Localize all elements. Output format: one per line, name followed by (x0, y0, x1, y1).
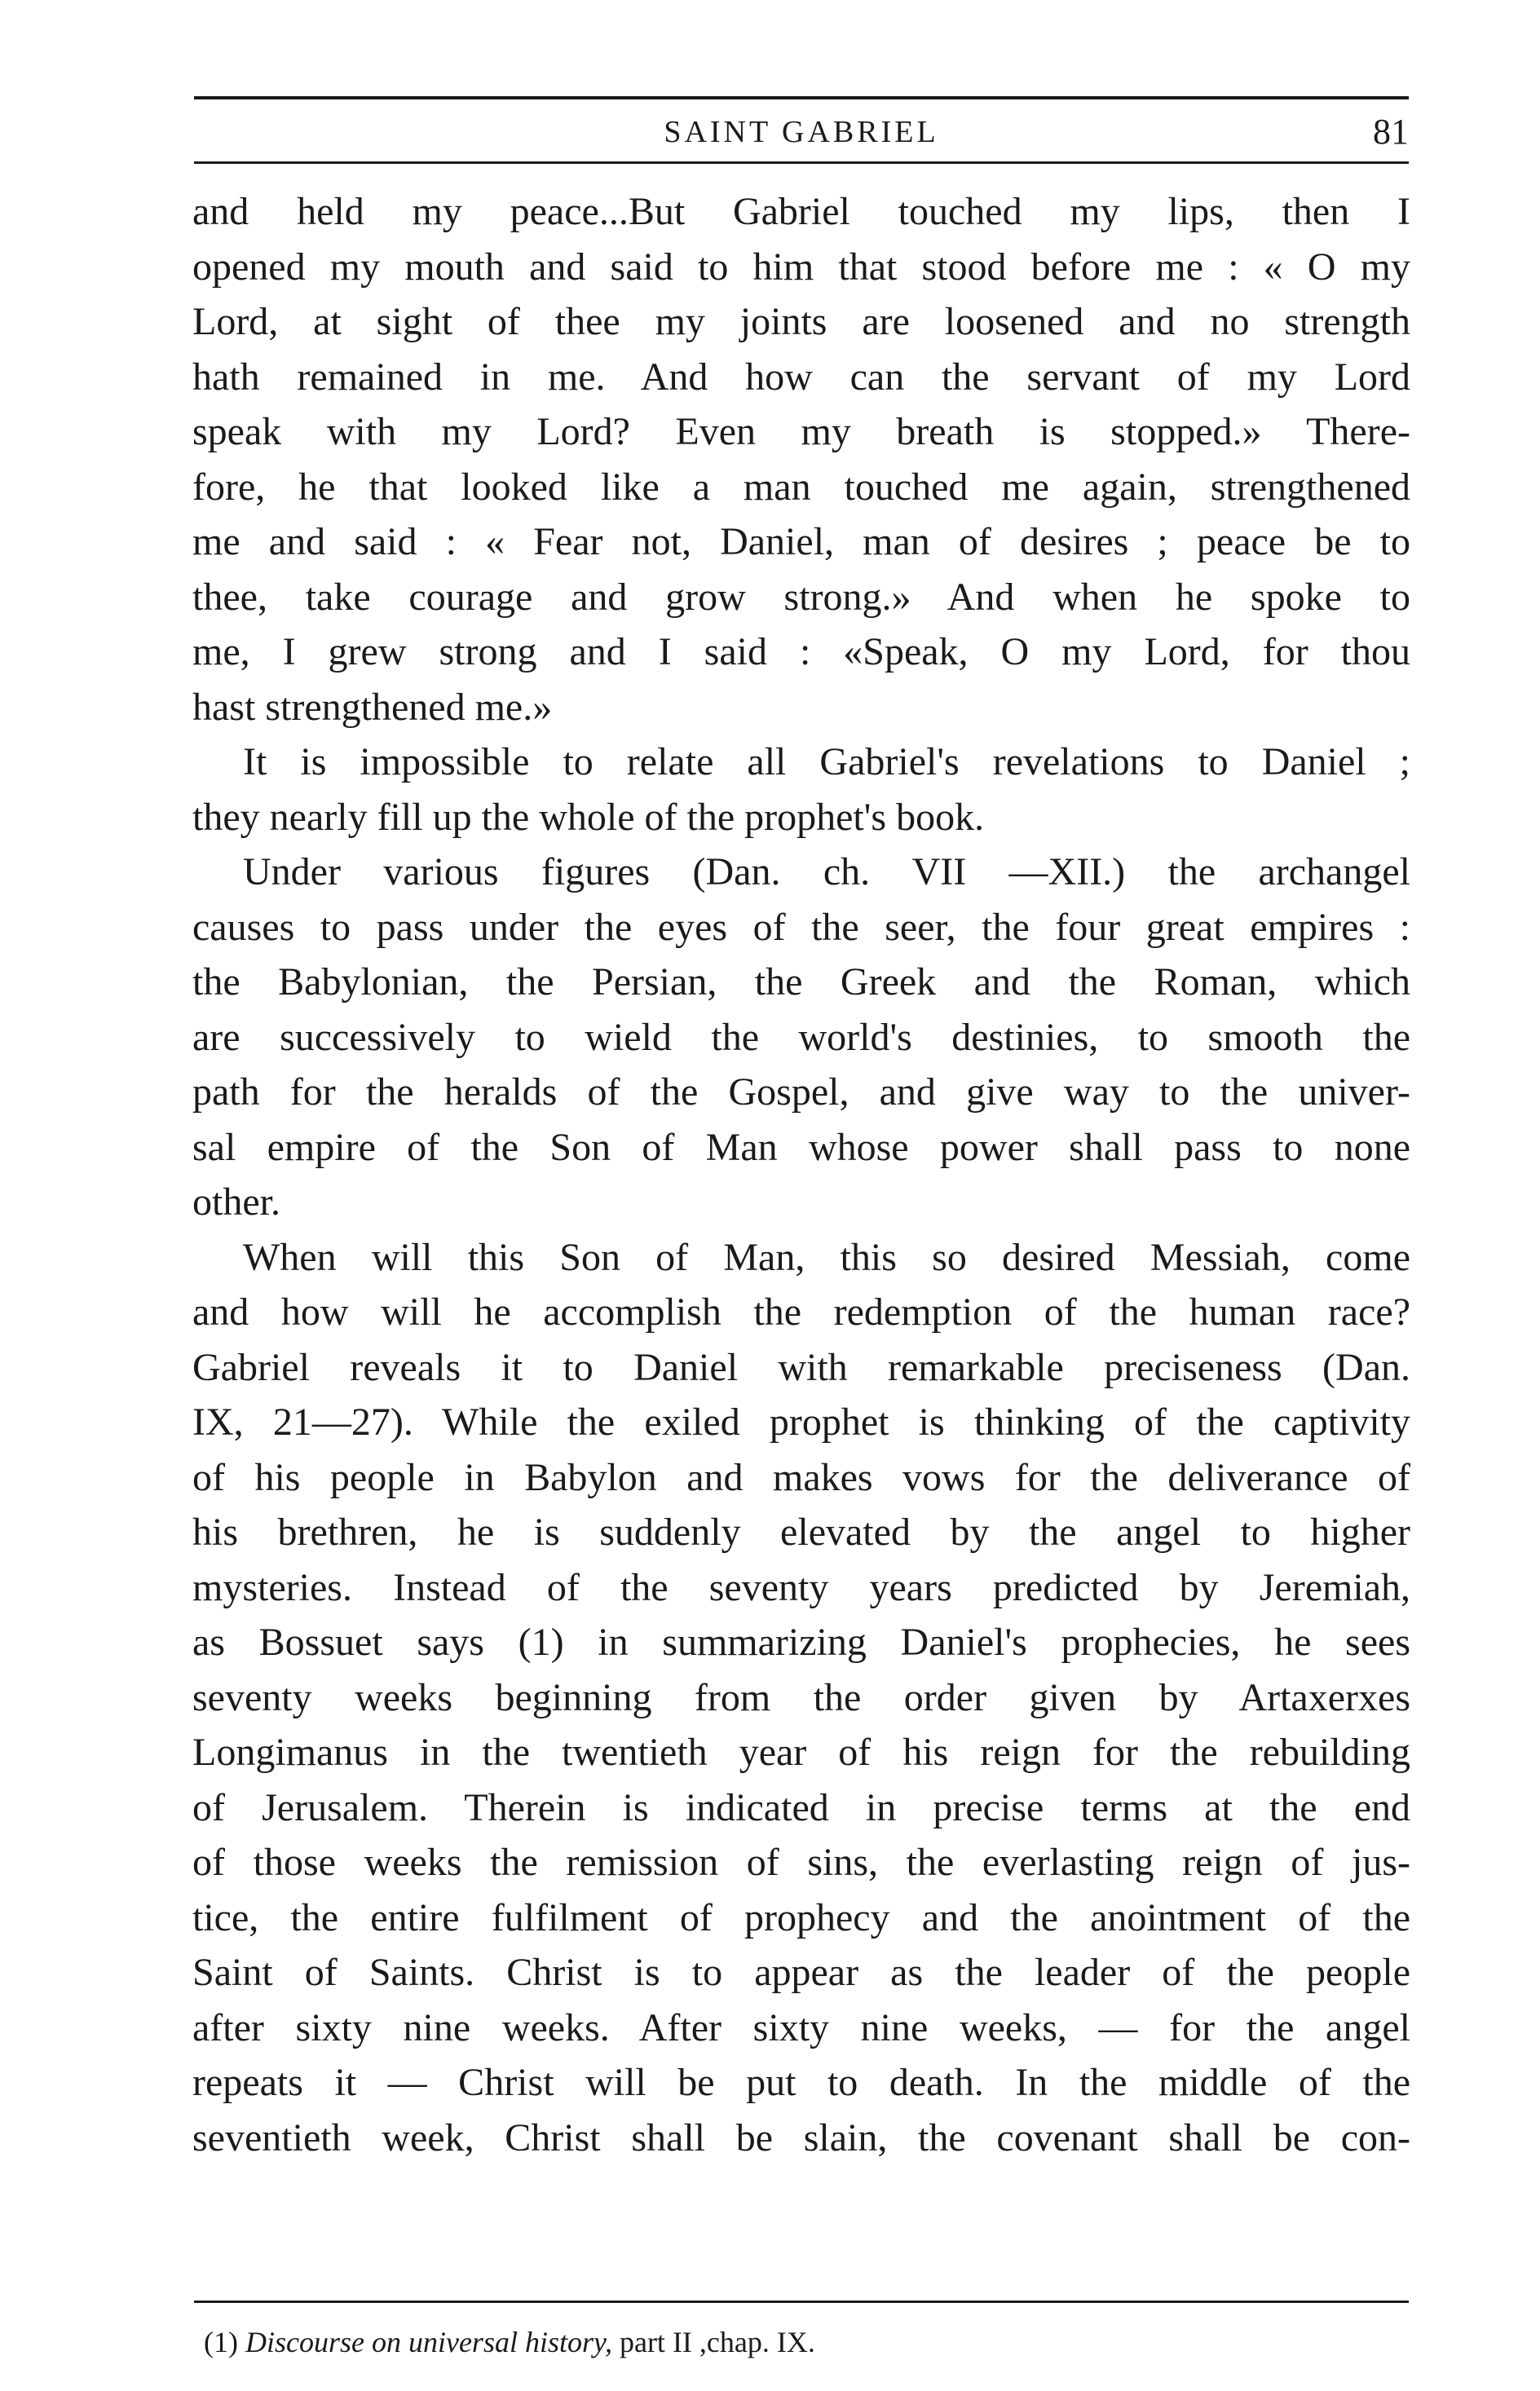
text-line: It is impossible to relate all Gabriel's revelations to Daniel ; (243, 740, 1410, 783)
text-line: IX, 21—27). While the exiled prophet is thinking of the captivity (192, 1401, 1410, 1444)
text-line: Gabriel reveals it to Daniel with remarkable preciseness (Dan. (192, 1345, 1410, 1389)
footnote-reference: part II ,chap. IX. (619, 2326, 815, 2358)
body-text (192, 184, 1410, 2165)
text-line: after sixty nine weeks. After sixty nine weeks, — for the angel (192, 2005, 1410, 2049)
text-line: mysteries. Instead of the seventy years predicted by Jeremiah, (192, 1565, 1410, 1609)
text-line: other. (192, 1180, 280, 1224)
text-line: path for the heralds of the Gospel, and give way to the univer- (192, 1070, 1410, 1114)
text-line: fore, he that looked like a man touched me again, strengthened (192, 465, 1410, 509)
text-line: speak with my Lord? Even my breath is stopped.» There- (192, 410, 1410, 453)
text-line: opened my mouth and said to him that stood before me : « O my (192, 245, 1410, 289)
text-line: of those weeks the remission of sins, the everlasting reign of jus- (192, 1841, 1410, 1884)
text-line: When will this Son of Man, this so desired Messiah, come (243, 1235, 1410, 1279)
text-line: they nearly fill up the whole of the prophet's book. (192, 795, 985, 839)
running-head (194, 109, 1409, 155)
text-line: Saint of Saints. Christ is to appear as the leader of the people (192, 1951, 1410, 1994)
text-line: me and said : « Fear not, Daniel, man of desires ; peace be to (192, 520, 1410, 563)
text-line: sal empire of the Son of Man whose power shall pass to none (192, 1125, 1410, 1169)
text-line: and how will he accomplish the redemption of the human race? (192, 1290, 1410, 1334)
text-line: and held my peace...But Gabriel touched my lips, then I (192, 190, 1410, 233)
footnote-marker: (1) (204, 2326, 238, 2358)
page-number: 81 (1373, 112, 1409, 152)
footnote-title: Discourse on universal history, (245, 2326, 612, 2358)
text-line: of his people in Babylon and makes vows for the deliverance of (192, 1455, 1410, 1499)
text-line: me, I grew strong and I said : «Speak, O my Lord, for thou (192, 630, 1410, 673)
text-line: the Babylonian, the Persian, the Greek and the Roman, which (192, 960, 1410, 1004)
text-line: of Jerusalem. Therein is indicated in precise terms at the end (192, 1785, 1410, 1829)
text-line: tice, the entire fulfilment of prophecy and the anointment of the (192, 1895, 1410, 1939)
text-line: as Bossuet says (1) in summarizing Daniel's prophecies, he sees (192, 1621, 1410, 1664)
header-rule-top (194, 96, 1409, 99)
text-line: Under various figures (Dan. ch. VII —XII.) the archangel (243, 850, 1410, 893)
text-line: repeats it — Christ will be put to death. In the middle of the (192, 2061, 1410, 2104)
header-rule-bottom (194, 161, 1409, 164)
text-line: are successively to wield the world's destinies, to smooth the (192, 1015, 1410, 1059)
text-line: his brethren, he is suddenly elevated by the angel to higher (192, 1511, 1410, 1554)
text-line: thee, take courage and grow strong.» And when he spoke to (192, 575, 1410, 619)
text-line: causes to pass under the eyes of the seer, the four great empires : (192, 905, 1410, 949)
running-title: SAINT GABRIEL (664, 115, 939, 149)
text-line: Lord, at sight of thee my joints are loosened and no strength (192, 300, 1410, 343)
text-line: hast strengthened me.» (192, 685, 553, 729)
footnote (204, 2322, 1264, 2362)
text-line: hath remained in me. And how can the servant of my Lord (192, 355, 1410, 399)
footnote-rule (194, 2301, 1409, 2303)
text-line: Longimanus in the twentieth year of his reign for the rebuilding (192, 1731, 1410, 1774)
text-line: seventieth week, Christ shall be slain, the covenant shall be con- (192, 2115, 1410, 2159)
text-line: seventy weeks beginning from the order given by Artaxerxes (192, 1675, 1410, 1719)
